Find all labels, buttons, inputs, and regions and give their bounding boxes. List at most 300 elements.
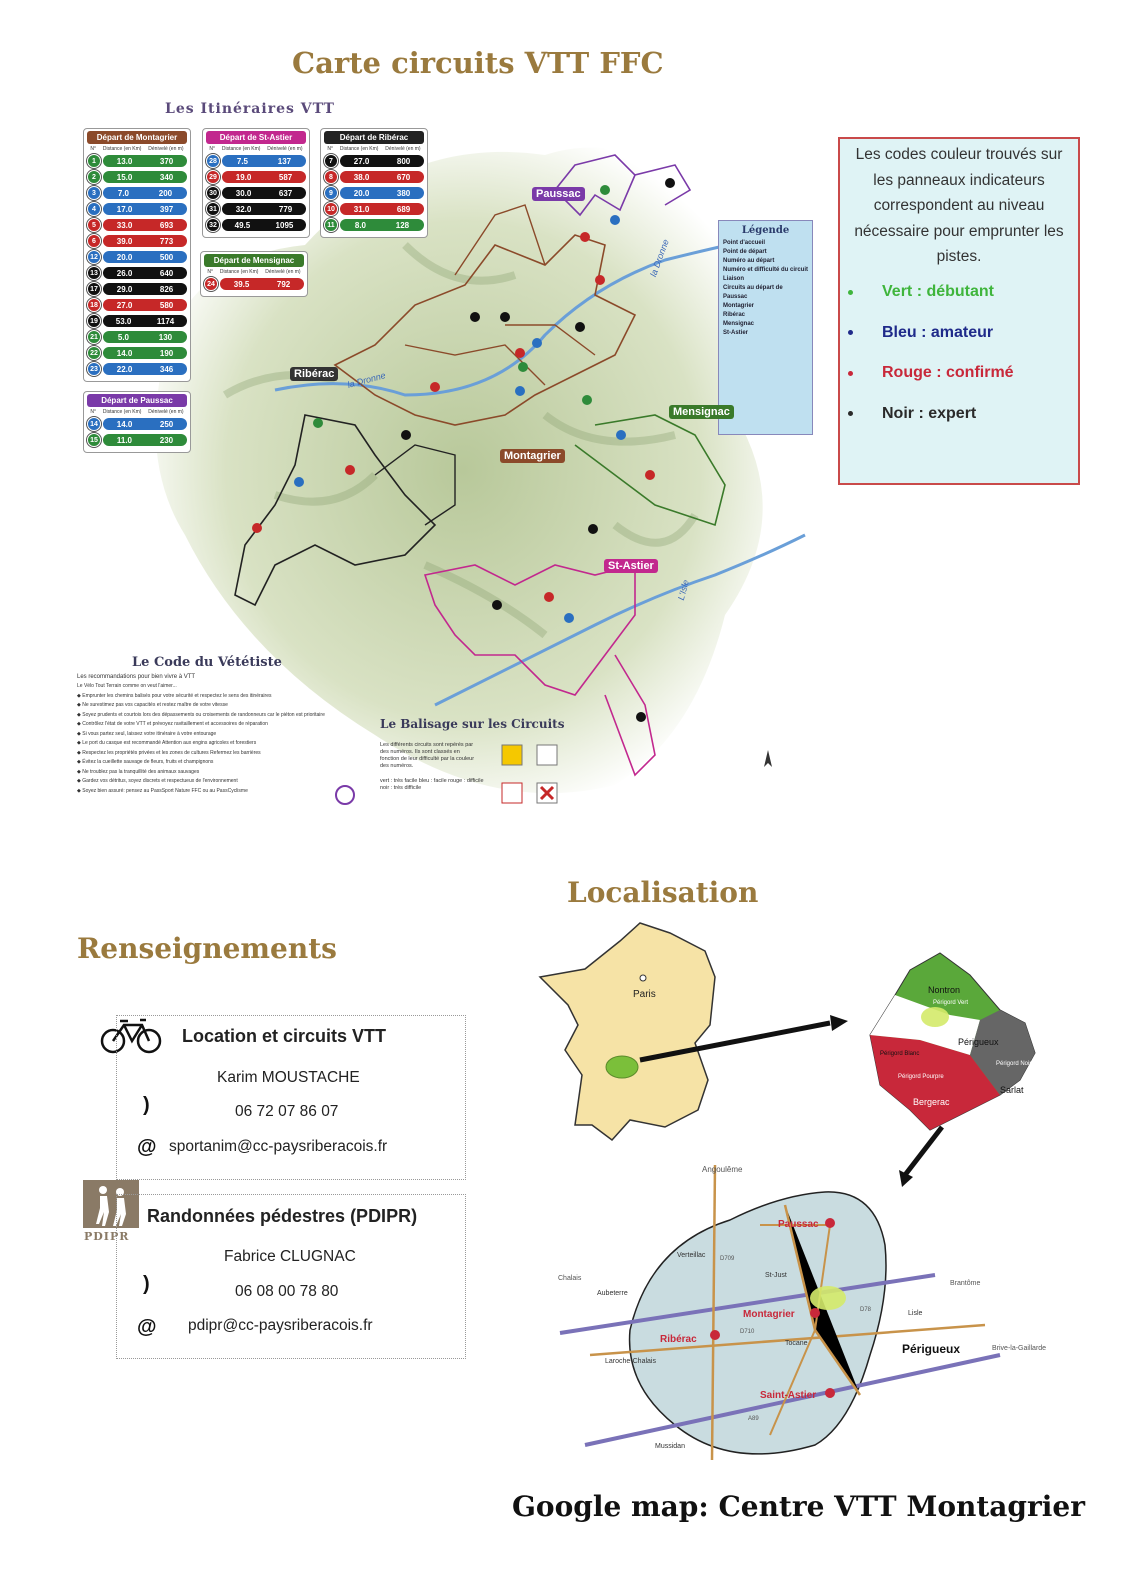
circuit-row [204,277,304,291]
circuit-values [340,219,424,231]
departure-table-columns [204,269,304,275]
circuit-elevation: 250 [159,419,174,429]
map-legend [718,220,813,435]
circuit-marker [294,477,304,487]
signage-text: Les différents circuits sont repérés par des numéros. Ils sont classés en fonction de leur difficulté par la couleur des numéros. [380,742,475,769]
circuit-number: 13 [87,266,101,280]
town-marker-riberac [710,1330,720,1340]
circuit-row [87,250,187,264]
circuit-elevation: 580 [159,300,174,310]
departure-table [83,128,191,382]
zoom-area-map [630,1192,886,1454]
circuit-distance: 19.0 [235,172,252,182]
legend-items [723,240,808,336]
zoom-label: Paussac [778,1219,819,1230]
circuit-number: 30 [206,186,220,200]
circuit-values [103,331,187,343]
circuit-elevation: 1174 [156,316,175,326]
circuit-distance: 14.0 [116,348,133,358]
zoom-label: Chalais [558,1275,582,1282]
circuit-elevation: 637 [278,188,293,198]
zoom-label: D710 [740,1329,755,1335]
circuit-values [103,235,187,247]
circuit-distance: 27.0 [353,156,370,166]
zoom-label: Brantôme [950,1280,981,1287]
circuit-row [206,218,306,232]
legend-item: Liaison [723,276,745,282]
circuit-number: 1 [87,154,101,168]
circuit-row [324,170,424,184]
circuit-distance: 29.0 [116,284,133,294]
circuit-values [103,203,187,215]
circuit-distance: 26.0 [116,268,133,278]
departure-table-columns [206,146,306,152]
code-rule: ◆ Ne surestimez pas vos capacités et restez maître de votre vitesse [77,702,228,708]
circuit-number: 22 [87,346,101,360]
circuit-values [103,418,187,430]
town-marker-saint-astier [825,1388,835,1398]
circuit-elevation: 693 [159,220,174,230]
circuit-marker [345,465,355,475]
circuit-elevation: 792 [276,279,291,289]
circuit-values [103,187,187,199]
color-code-item [848,364,1014,382]
circuit-marker [492,600,502,610]
contact-vtt-title: Location et circuits VTT [182,1026,387,1046]
circuit-row [206,170,306,184]
circuit-elevation: 137 [277,156,292,166]
column-header: Dénivelé (en m) [148,146,184,152]
code-intro: Le Vélo Tout Terrain comme on veut l'aimer... [77,683,177,689]
circuit-elevation: 640 [159,268,174,278]
circuit-marker [588,524,598,534]
circuit-elevation: 397 [159,204,174,214]
circuit-row [87,282,187,296]
circuit-values [340,187,424,199]
circuit-elevation: 340 [159,172,174,182]
circuit-number: 14 [87,417,101,431]
bullet-icon [848,290,853,295]
circuit-row [87,218,187,232]
circuit-row [206,186,306,200]
circuit-elevation: 200 [158,188,173,198]
zoom-label: St-Just [765,1272,787,1279]
departure-table [83,391,191,453]
circuit-values [103,155,187,167]
circuit-values [222,187,306,199]
circuit-marker [564,613,574,623]
circuit-row [87,314,187,328]
localisation-title: Localisation [567,876,759,909]
info-title: Renseignements [77,932,337,965]
circuit-elevation: 230 [159,435,174,445]
code-rule: ◆ Soyez bien assuré: pensez au PassSport Nature FFC ou au PassCyclisme [77,787,248,794]
circuit-distance: 30.0 [235,188,252,198]
color-code-label: Vert : débutant [882,283,995,300]
circuit-number: 31 [206,202,220,216]
dordogne-label: Périgord Noir [996,1061,1032,1067]
pdipr-badge: PDIPR [84,1230,130,1243]
circuit-marker [532,338,542,348]
color-code-label: Bleu : amateur [882,323,994,341]
circuit-values [222,203,306,215]
circuit-marker [636,712,646,722]
circuit-elevation: 370 [159,156,174,166]
bullet-icon [848,371,853,376]
phone-icon: ) [143,1094,150,1116]
circuit-distance: 33.0 [116,220,133,230]
legend-item: St-Astier [723,330,749,336]
signage-levels: vert : très facile bleu : facile rouge : difficile noir : très difficile [380,778,484,791]
circuit-values [340,171,424,183]
zoom-label: D709 [720,1256,735,1262]
circuit-distance: 8.0 [354,220,366,230]
departure-table-columns [324,146,424,152]
circuit-elevation: 380 [396,188,411,198]
itineraries-title: Les Itinéraires VTT [165,101,335,117]
circuit-number: 10 [324,202,338,216]
contact-pdipr-email[interactable]: pdipr@cc-paysriberacois.fr [188,1317,373,1334]
column-header: Dénivelé (en m) [267,146,303,152]
google-map-caption[interactable]: Google map: Centre VTT Montagrier [512,1490,1085,1523]
circuit-row [87,298,187,312]
town-label-mensignac: Mensignac [669,405,734,419]
circuit-row [87,266,187,280]
circuit-marker [500,312,510,322]
zoom-label: Lisle [908,1310,923,1317]
zoom-label: Saint-Astier [760,1390,817,1401]
river-label: la Dronne [648,237,671,279]
circuit-values [340,203,424,215]
code-rule: ◆ Emprunter les chemins balisés pour votre sécurité et respectez le sens des itinéraires [77,692,272,699]
circuit-marker [582,395,592,405]
contact-vtt-email[interactable]: sportanim@cc-paysriberacois.fr [169,1138,388,1155]
bullet-icon [848,330,853,335]
column-header: N° [209,146,216,152]
circuit-number: 11 [324,218,338,232]
circuit-marker [313,418,323,428]
circuit-marker [575,322,585,332]
circuit-row [87,170,187,184]
circuit-number: 6 [87,234,101,248]
circuit-elevation: 826 [159,284,174,294]
river-label: la Dronne [346,370,387,390]
legend-item: Montagrier [723,303,755,309]
column-header: Dénivelé (en m) [265,269,301,275]
circuit-distance: 49.5 [234,220,251,230]
circuit-marker [515,348,525,358]
circuit-distance: 53.0 [115,316,132,326]
circuit-row [324,218,424,232]
paris-label: Paris [633,989,656,1000]
circuit-elevation: 1095 [275,220,294,230]
dordogne-label: Périgord Pourpre [898,1074,944,1080]
circuit-elevation: 800 [396,156,411,166]
zoom-label: A89 [748,1416,759,1422]
town-label-st-astier: St-Astier [604,559,658,573]
column-header: N° [207,269,214,275]
france-map [540,923,715,1140]
signage-title: Le Balisage sur les Circuits [380,717,565,731]
dordogne-label: Bergerac [913,1097,950,1107]
circuit-distance: 13.0 [116,156,133,166]
circuit-marker [580,232,590,242]
legend-item: Numéro et difficulté du circuit [723,267,809,273]
circuit-marker [430,382,440,392]
circuit-number: 32 [206,218,220,232]
circuit-marker [544,592,554,602]
circuit-row [87,154,187,168]
circuit-distance: 14.0 [116,419,133,429]
legend-item: Point de départ [723,249,767,255]
dordogne-label: Périgord Blanc [880,1051,920,1057]
zoom-label: Angoulême [702,1165,743,1174]
zoom-label: Aubeterre [597,1290,628,1297]
circuit-values [220,278,304,290]
circuit-values [103,283,187,295]
zoom-label: Tocane [785,1340,808,1347]
departure-table-title: Départ de Ribérac [324,131,424,144]
code-rule: ◆ Si vous partez seul, laissez votre itinéraire à votre entourage [77,730,217,737]
circuit-elevation: 130 [158,332,173,342]
circuit-values [103,363,187,375]
departure-table-title: Départ de Mensignac [204,254,304,267]
circuit-number: 17 [87,282,101,296]
zoom-label: Ribérac [660,1334,697,1345]
legend-item: Circuits au départ de [723,285,783,291]
column-header: Dénivelé (en m) [148,409,184,415]
circuit-distance: 7.5 [236,156,248,166]
circuit-number: 24 [204,277,218,291]
circuit-elevation: 128 [395,220,410,230]
town-label-paussac: Paussac [532,187,585,201]
circuit-distance: 7.0 [117,188,129,198]
circuit-values [222,171,306,183]
dordogne-highlight [606,1056,638,1078]
montagrier-highlight [810,1286,846,1310]
legend-item: Ribérac [723,312,746,318]
circuit-elevation: 670 [396,172,411,182]
circuit-row [87,417,187,431]
code-rule: ◆ Ne troublez pas la tranquillité des animaux sauvages [77,768,200,775]
circuit-marker [616,430,626,440]
contact-vtt-phone[interactable]: 06 72 07 86 07 [235,1103,339,1120]
circuit-values [103,251,187,263]
page-title: Carte circuits VTT FFC [292,46,664,80]
column-header: Distance (en Km) [221,146,261,152]
circuit-distance: 39.5 [233,279,250,289]
contact-vtt-person: Karim MOUSTACHE [217,1069,360,1086]
code-rule: ◆ Soyez prudents et courtois lors des dépassements ou croisements de randonneurs car le piéton est prioritaire [77,711,325,718]
circuit-values [103,219,187,231]
circuit-elevation: 346 [159,364,174,374]
circuit-elevation: 500 [159,252,174,262]
zoom-label: Mussidan [655,1443,685,1450]
circuit-row [87,433,187,447]
town-label-riberac: Ribérac [290,367,338,381]
river-label: L'Isle [675,578,691,602]
circuit-distance: 20.0 [353,188,370,198]
town-marker-paussac [825,1218,835,1228]
arrow-head-icon [830,1015,848,1031]
column-header: Distance (en Km) [339,146,379,152]
circuit-distance: 31.0 [353,204,370,214]
color-code-item [848,405,976,423]
color-codes-intro: Les codes couleur trouvés sur les panneaux indicateurs correspondent au niveau nécessaire pour emprunter les pistes. [854,146,1064,265]
circuit-row [206,154,306,168]
column-header: Distance (en Km) [219,269,259,275]
circuit-number: 3 [87,186,101,200]
circuit-marker [600,185,610,195]
departure-table-title: Départ de Montagrier [87,131,187,144]
circuit-row [87,234,187,248]
legend-item: Point d'accueil [723,240,766,246]
departure-table [320,128,428,238]
localisation-maps [530,915,1090,1490]
circuit-distance: 39.0 [116,236,133,246]
circuit-values [222,219,306,231]
legend-item: Numéro au départ [723,258,775,264]
contact-pdipr-title: Randonnées pédestres (PDIPR) [147,1206,418,1226]
circuit-number: 4 [87,202,101,216]
montagrier-highlight [921,1007,949,1027]
zoom-label: Montagrier [743,1309,795,1320]
circuit-row [206,202,306,216]
column-header: N° [90,146,97,152]
color-code-item [848,283,994,301]
column-header: Distance (en Km) [102,409,142,415]
circuit-marker [665,178,675,188]
departure-table-columns [87,146,187,152]
circuit-number: 9 [324,186,338,200]
contact-pdipr-person: Fabrice CLUGNAC [224,1248,356,1265]
signage-block [380,717,570,792]
circuit-distance: 38.0 [353,172,370,182]
circuit-distance: 5.0 [117,332,129,342]
circuit-distance: 15.0 [116,172,133,182]
trail-map[interactable] [75,95,825,820]
paris-marker [640,975,646,981]
email-icon: @ [137,1316,157,1338]
circuit-values [103,347,187,359]
departure-table [202,128,310,238]
circuit-row [324,202,424,216]
circuit-marker [401,430,411,440]
circuit-number: 18 [87,298,101,312]
dordogne-label: Nontron [928,985,961,995]
departure-table-title: Départ de St-Astier [206,131,306,144]
circuit-values [103,315,187,327]
departure-table-columns [87,409,187,415]
zoom-label: Laroche-Chalais [605,1358,656,1365]
code-rule: ◆ Respectez les propriétés privées et les zones de cultures Refermez les barrières [77,749,261,756]
circuit-elevation: 773 [159,236,174,246]
circuit-values [103,434,187,446]
circuit-marker [645,470,655,480]
circuit-number: 8 [324,170,338,184]
zoom-label: Périgueux [902,1342,961,1356]
zoom-label: Brive-la-Gaillarde [992,1345,1047,1352]
departure-table [200,251,308,297]
circuit-distance: 20.0 [116,252,133,262]
circuit-elevation: 689 [396,204,411,214]
circuit-marker [252,523,262,533]
circuit-number: 23 [87,362,101,376]
circuit-elevation: 587 [278,172,293,182]
code-rules [77,692,342,797]
code-rule: ◆ Gardez vos détritus, soyez discrets et respectueux de l'environnement [77,778,238,784]
town-marker-montagrier [810,1308,820,1318]
circuit-marker [470,312,480,322]
code-rule: ◆ Contrôlez l'état de votre VTT et prévoyez ravitaillement et accessoires de réparation [77,721,268,727]
circuit-marker [515,386,525,396]
circuit-marker [595,275,605,285]
cyclist-code [77,655,342,796]
circuit-distance: 22.0 [116,364,133,374]
legend-title: Légende [741,225,790,236]
email-icon: @ [137,1136,157,1158]
circuit-row [87,186,187,200]
departure-table-title: Départ de Paussac [87,394,187,407]
circuit-elevation: 190 [159,348,174,358]
dordogne-label: Périgueux [958,1037,999,1047]
town-label-montagrier: Montagrier [500,449,565,463]
circuit-number: 12 [87,250,101,264]
color-code-item [848,324,993,342]
zoom-label: D78 [860,1307,872,1313]
dordogne-label: Périgord Vert [933,1000,969,1006]
circuit-number: 15 [87,433,101,447]
circuit-row [87,362,187,376]
circuit-row [324,186,424,200]
circuit-marker [518,362,528,372]
circuit-row [87,330,187,344]
phone-icon: ) [143,1273,150,1295]
code-rule: ◆ Évitez la cueillette sauvage de fleurs, fruits et champignons [77,759,214,765]
arrow-line [905,1127,942,1175]
circuit-row [87,202,187,216]
circuit-number: 21 [87,330,101,344]
code-rule: ◆ Le port du casque est recommandé Attention aux engins agricoles et forestiers [77,740,257,746]
circuit-values [103,299,187,311]
code-subtitle: Les recommandations pour bien vivre à VTT [77,674,196,680]
north-arrow-icon [764,750,772,767]
circuit-elevation: 779 [278,204,293,214]
legend-item: Mensignac [723,321,755,327]
circuit-values [340,155,424,167]
column-header: Dénivelé (en m) [385,146,421,152]
circuit-row [324,154,424,168]
bullet-icon [848,411,853,416]
column-header: N° [90,409,97,415]
circuit-number: 5 [87,218,101,232]
circuit-values [103,267,187,279]
circuit-distance: 17.0 [116,204,133,214]
circuit-values [103,171,187,183]
color-code-label: Rouge : confirmé [882,364,1014,381]
color-codes-box [838,137,1080,485]
circuit-values [222,155,306,167]
circuit-distance: 27.0 [116,300,133,310]
circuit-number: 19 [87,314,101,328]
circuit-distance: 32.0 [235,204,252,214]
contact-pdipr-phone[interactable]: 06 08 00 78 80 [235,1283,339,1300]
dordogne-label: Sarlat [1000,1085,1024,1095]
legend-item: Paussac [723,294,748,300]
circuit-row [87,346,187,360]
circuit-number: 28 [206,154,220,168]
circuit-number: 7 [324,154,338,168]
